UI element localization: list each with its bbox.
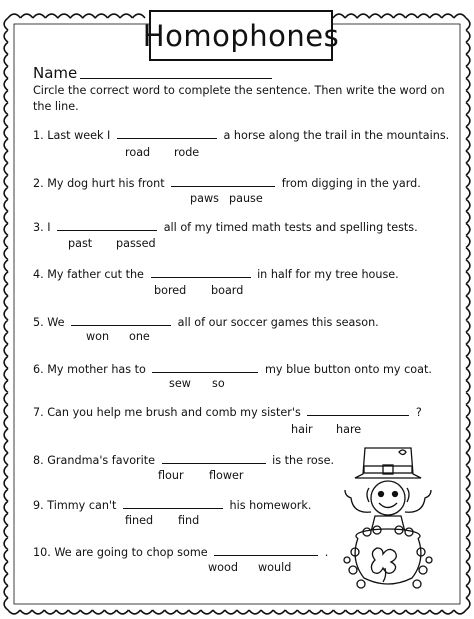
border-scallop (4, 18, 8, 610)
choice-word[interactable]: won (86, 330, 110, 343)
question-text-after: is the rose. (272, 454, 335, 467)
question-4 (33, 267, 399, 281)
border-scallop (8, 610, 466, 614)
question-text-after: my blue button onto my coat. (265, 363, 432, 376)
name-label: Name (33, 64, 78, 82)
choice-word[interactable]: flower (209, 469, 244, 482)
question-text-after: . (324, 546, 329, 559)
question-text-before: My father cut the (47, 268, 144, 281)
question-1 (33, 128, 449, 142)
question-text-before: Last week I (47, 129, 111, 142)
answer-blank[interactable] (152, 362, 258, 373)
question-number: 10. (33, 546, 51, 559)
question-text-after: ? (415, 406, 422, 419)
choice-word[interactable]: past (68, 237, 93, 250)
title-box (142, 10, 340, 61)
answer-blank[interactable] (57, 220, 157, 231)
question-9 (33, 498, 311, 512)
choice-word[interactable]: would (258, 561, 292, 574)
choice-word[interactable]: one (129, 330, 150, 343)
choice-word[interactable]: hare (336, 423, 362, 436)
question-text-before: I (47, 221, 51, 234)
question-text-after: all of my timed math tests and spelling tests. (163, 221, 418, 234)
answer-blank[interactable] (307, 405, 409, 416)
page-title: Homophones (142, 18, 340, 53)
question-2 (33, 176, 421, 190)
question-number: 7. (33, 406, 44, 419)
answer-blank[interactable] (71, 315, 171, 326)
question-text-after: his homework. (229, 499, 312, 512)
question-number: 4. (33, 268, 44, 281)
answer-blank[interactable] (117, 128, 217, 139)
question-7 (33, 405, 422, 419)
question-number: 1. (33, 129, 44, 142)
choice-word[interactable]: passed (116, 237, 156, 250)
choice-word[interactable]: flour (158, 469, 184, 482)
choice-word[interactable]: pause (229, 192, 263, 205)
answer-blank[interactable] (171, 176, 275, 187)
question-text-before: Timmy can't (47, 499, 117, 512)
question-number: 2. (33, 177, 44, 190)
question-8 (33, 453, 334, 467)
question-6 (33, 362, 432, 376)
question-number: 9. (33, 499, 44, 512)
question-text-after: in half for my tree house. (257, 268, 399, 281)
choice-word[interactable]: paws (190, 192, 219, 205)
question-text-after: from digging in the yard. (281, 177, 421, 190)
choice-word[interactable]: so (212, 377, 225, 390)
instructions: Circle the correct word to complete the sentence. Then write the word on the line. (33, 84, 445, 113)
answer-blank[interactable] (123, 498, 223, 509)
answer-blank[interactable] (162, 453, 266, 464)
question-number: 3. (33, 221, 44, 234)
border-scallop (8, 14, 145, 18)
choice-word[interactable]: bored (154, 284, 187, 297)
choice-word[interactable]: wood (208, 561, 238, 574)
border-scallop (466, 18, 470, 610)
question-text-before: My dog hurt his front (47, 177, 165, 190)
question-number: 8. (33, 454, 44, 467)
question-number: 6. (33, 363, 44, 376)
question-text-before: We are going to chop some (54, 546, 208, 559)
question-text-before: We (47, 316, 65, 329)
question-3 (33, 220, 418, 234)
question-5 (33, 315, 379, 329)
border-scallop (333, 14, 466, 18)
question-text-after: a horse along the trail in the mountains. (223, 129, 450, 142)
leprechaun-clipart (325, 440, 450, 590)
answer-blank[interactable] (214, 545, 318, 556)
choice-word[interactable]: sew (169, 377, 191, 390)
question-number: 5. (33, 316, 44, 329)
name-line[interactable] (80, 78, 272, 79)
question-text-before: Grandma's favorite (47, 454, 156, 467)
choice-word[interactable]: rode (174, 146, 200, 159)
choice-word[interactable]: find (178, 514, 200, 527)
choice-word[interactable]: fined (125, 514, 154, 527)
choice-word[interactable]: hair (291, 423, 313, 436)
question-10 (33, 545, 328, 559)
question-text-after: all of our soccer games this season. (177, 316, 379, 329)
choice-word[interactable]: road (125, 146, 151, 159)
question-text-before: Can you help me brush and comb my sister's (47, 406, 301, 419)
choice-word[interactable]: board (211, 284, 244, 297)
answer-blank[interactable] (151, 267, 251, 278)
question-text-before: My mother has to (47, 363, 146, 376)
